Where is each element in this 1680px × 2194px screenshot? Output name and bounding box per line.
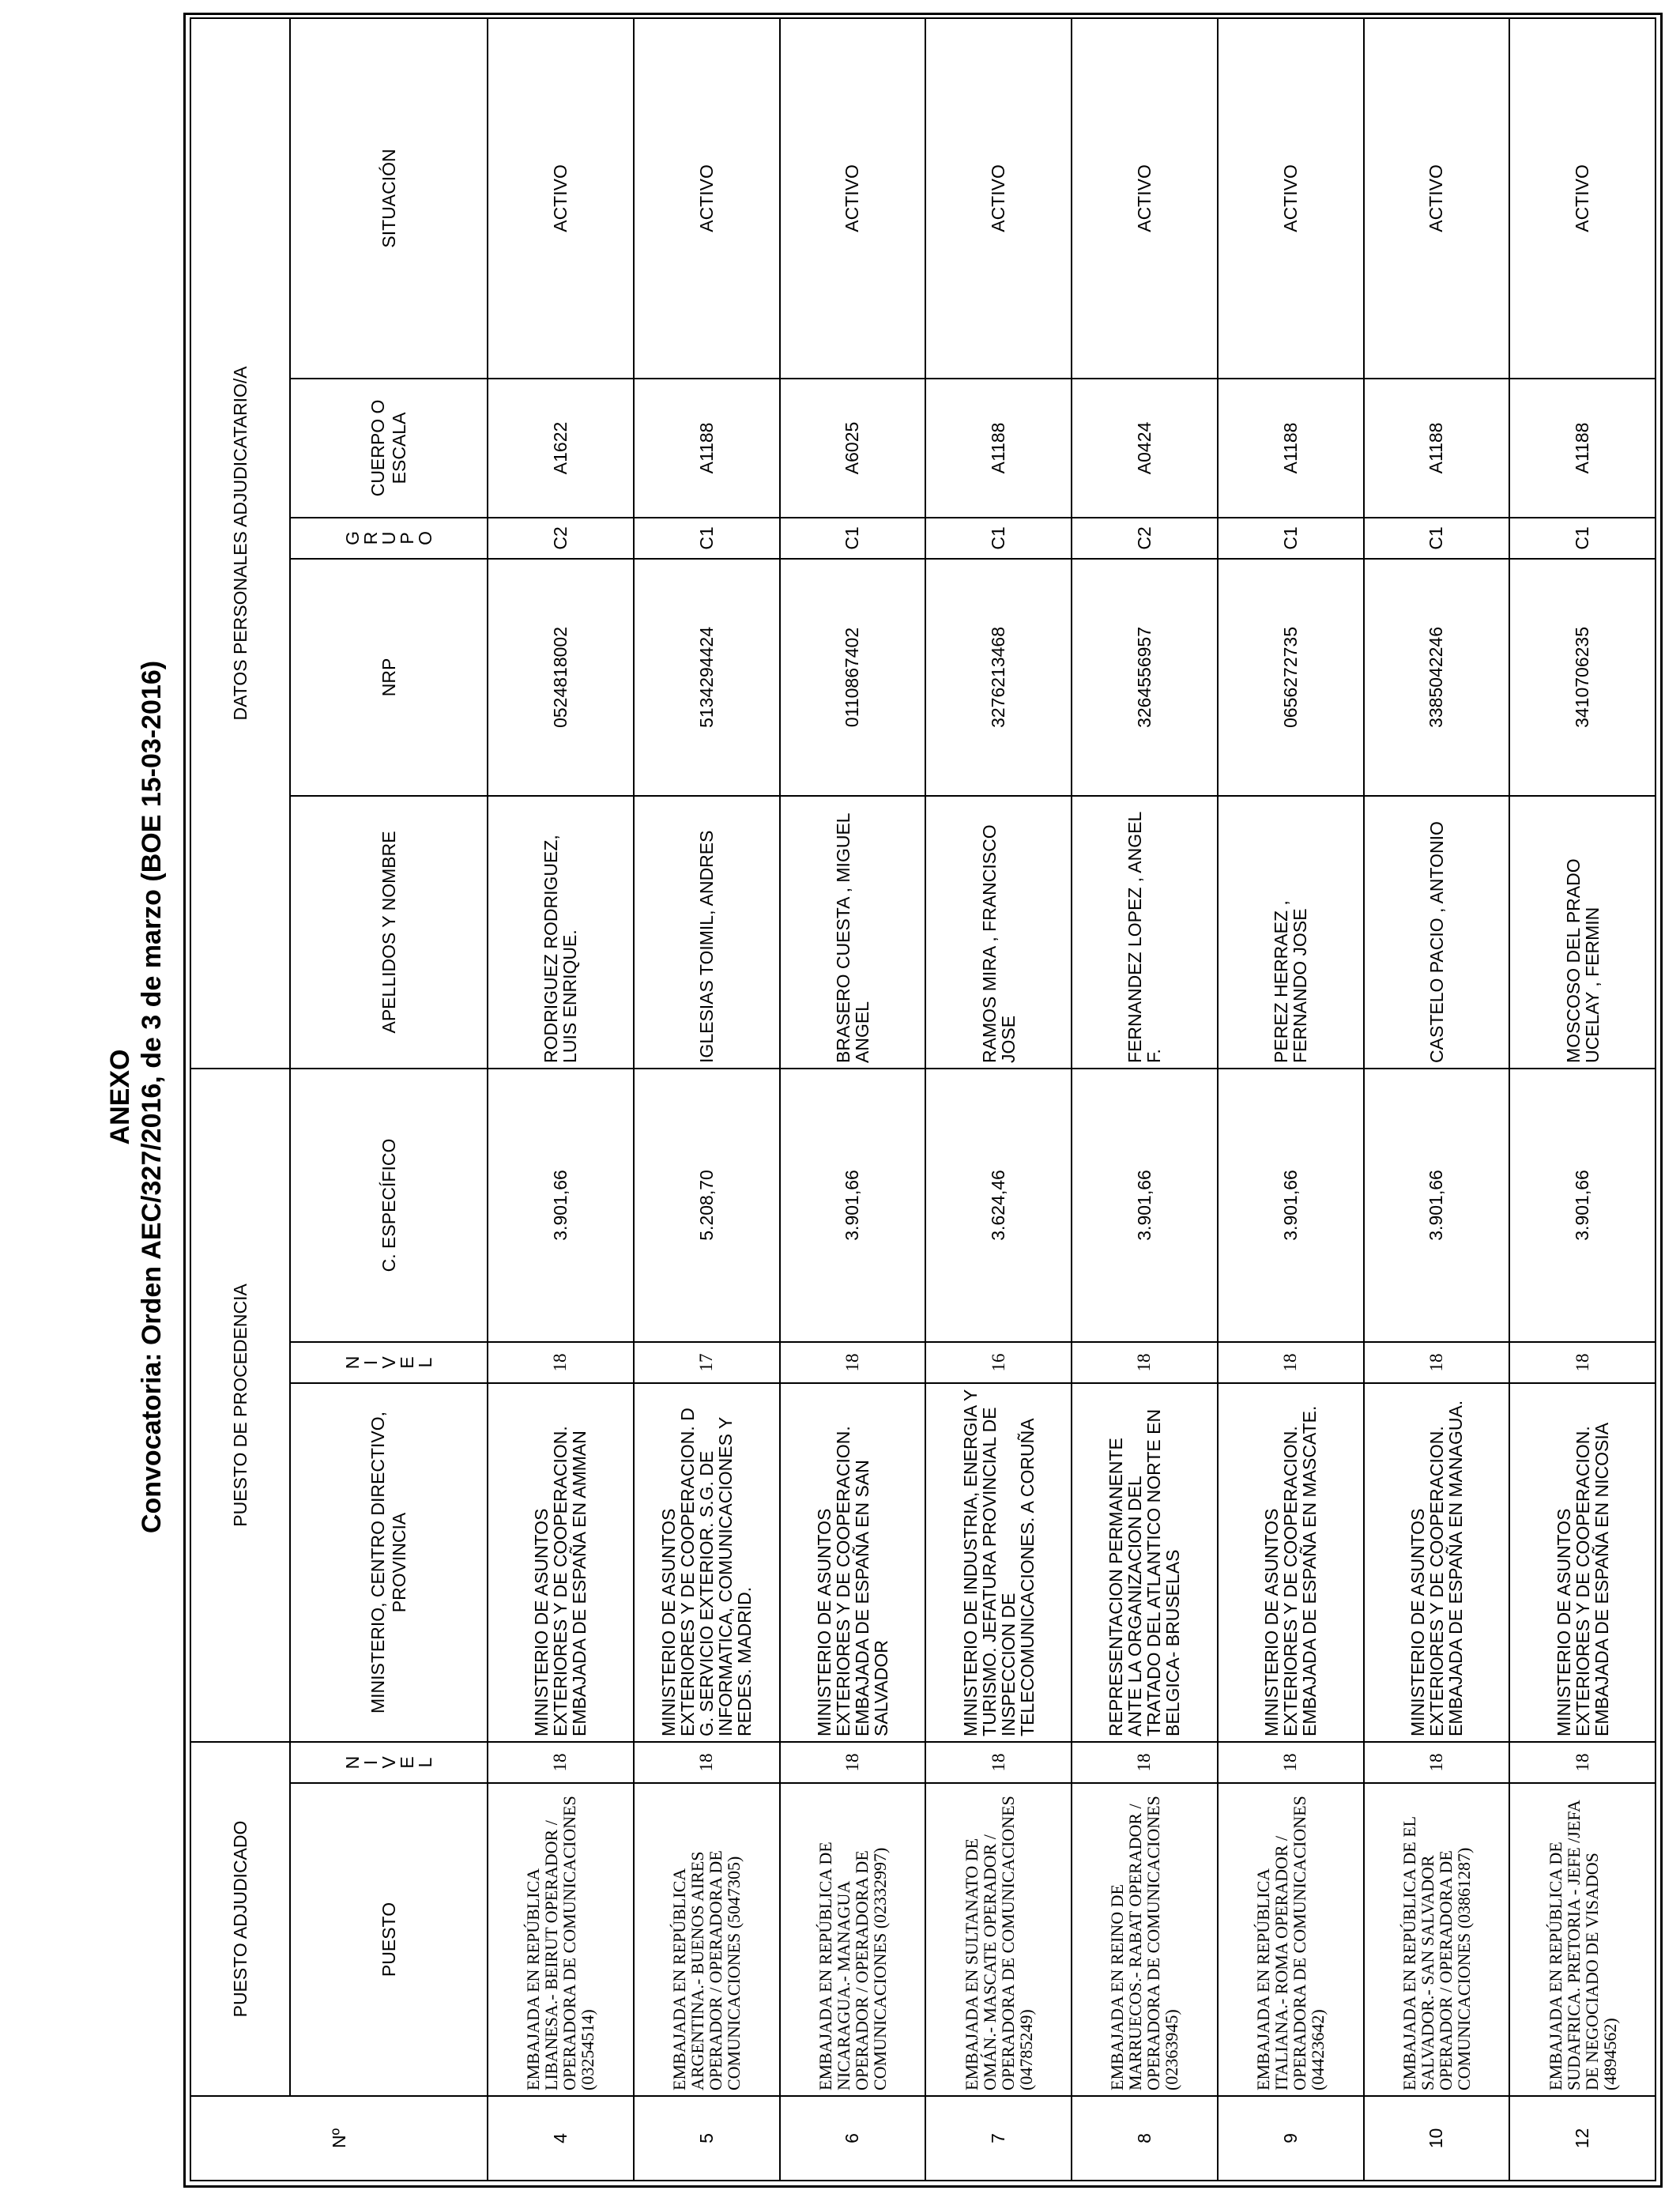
cuerpo-cell: A1188 — [634, 379, 780, 518]
nivel-cell: 18 — [1218, 1742, 1364, 1783]
header-ministerio: MINISTERIO, CENTRO DIRECTIVO, PROVINCIA — [290, 1383, 488, 1742]
ministerio-cell: MINISTERIO DE ASUNTOS EXTERIORES Y DE COOPERACION. EMBAJADA DE ESPAÑA EN MASCATE. — [1218, 1383, 1364, 1742]
nivel-procedencia-cell: 18 — [488, 1342, 634, 1383]
apellidos-cell: IGLESIAS TOIMIL, ANDRES — [634, 796, 780, 1069]
ministerio-cell: REPRESENTACION PERMANENTE ANTE LA ORGANIZACION DEL TRATADO DEL ATLANTICO NORTE EN BELGICA- BRUSELAS — [1072, 1383, 1218, 1742]
grupo-cell: C1 — [1364, 518, 1510, 559]
puesto-cell: EMBAJADA EN REPÚBLICA LIBANESA.- BEIRUT OPERADOR / OPERADORA DE COMUNICACIONES (03254514) — [488, 1783, 634, 2096]
title-block — [104, 0, 168, 2194]
puesto-cell: EMBAJADA EN REPÚBLICA ITALIANA.- ROMA OPERADOR / OPERADORA DE COMUNICACIONES (04423642) — [1218, 1783, 1364, 2096]
header-puesto-adjudicado: PUESTO ADJUDICADO — [190, 1742, 290, 2096]
row-number: 12 — [1509, 2096, 1656, 2181]
page-subtitle: Convocatoria: Orden AEC/327/2016, de 3 de marzo (BOE 15-03-2016) — [137, 660, 167, 1534]
row-number: 9 — [1218, 2096, 1364, 2181]
header-puesto: PUESTO — [290, 1783, 488, 2096]
ministerio-cell: MINISTERIO DE ASUNTOS EXTERIORES Y DE COOPERACION. EMBAJADA DE ESPAÑA EN NICOSIA — [1509, 1383, 1656, 1742]
nrp-cell: 3264556957 — [1072, 559, 1218, 796]
grupo-cell: C1 — [780, 518, 926, 559]
nrp-cell: 3410706235 — [1509, 559, 1656, 796]
table-row — [1364, 18, 1510, 2181]
header-no: Nº — [190, 2096, 488, 2181]
ministerio-cell: MINISTERIO DE ASUNTOS EXTERIORES Y DE COOPERACION. EMBAJADA DE ESPAÑA EN AMMAN — [488, 1383, 634, 1742]
cuerpo-cell: A0424 — [1072, 379, 1218, 518]
c-especifico-cell: 5.208,70 — [634, 1069, 780, 1342]
cuerpo-cell: A1622 — [488, 379, 634, 518]
row-number: 8 — [1072, 2096, 1218, 2181]
ministerio-cell: MINISTERIO DE ASUNTOS EXTERIORES Y DE COOPERACION. EMBAJADA DE ESPAÑA EN MANAGUA. — [1364, 1383, 1510, 1742]
apellidos-cell: RODRIGUEZ RODRIGUEZ, LUIS ENRIQUE. — [488, 796, 634, 1069]
situacion-cell: ACTIVO — [1364, 18, 1510, 379]
grupo-cell: C1 — [634, 518, 780, 559]
puesto-cell: EMBAJADA EN REPÚBLICA ARGENTINA.- BUENOS AIRES OPERADOR / OPERADORA DE COMUNICACIONES (5047305) — [634, 1783, 780, 2096]
situacion-cell: ACTIVO — [488, 18, 634, 379]
page-title: ANEXO — [105, 1049, 135, 1145]
c-especifico-cell: 3.901,66 — [1218, 1069, 1364, 1342]
c-especifico-cell: 3.901,66 — [1364, 1069, 1510, 1342]
situacion-cell: ACTIVO — [1218, 18, 1364, 379]
nivel-procedencia-cell: 18 — [1218, 1342, 1364, 1383]
header-nivel: N I V E L — [290, 1742, 488, 1783]
nrp-cell: 3276213468 — [925, 559, 1072, 796]
header-apellidos: APELLIDOS Y NOMBRE — [290, 796, 488, 1069]
header-nivel-procedencia: N I V E L — [290, 1342, 488, 1383]
header-cuerpo: CUERPO O ESCALA — [290, 379, 488, 518]
header-nrp: NRP — [290, 559, 488, 796]
table-body — [488, 18, 1656, 2181]
nivel-cell: 18 — [1509, 1742, 1656, 1783]
apellidos-cell: RAMOS MIRA , FRANCISCO JOSE — [925, 796, 1072, 1069]
cuerpo-cell: A1188 — [925, 379, 1072, 518]
c-especifico-cell: 3.901,66 — [780, 1069, 926, 1342]
nivel-procedencia-cell: 18 — [1072, 1342, 1218, 1383]
nrp-cell: 3385042246 — [1364, 559, 1510, 796]
c-especifico-cell: 3.901,66 — [1072, 1069, 1218, 1342]
header-datos-personales: DATOS PERSONALES ADJUDICATARIO/A — [190, 18, 290, 1069]
row-number: 6 — [780, 2096, 926, 2181]
puesto-cell: EMBAJADA EN REPÚBLICA DE SUDAFRICA. PRETORIA - JEFE /JEFA DE NEGOCIADO DE VISADOS (4894562) — [1509, 1783, 1656, 2096]
puesto-cell: EMBAJADA EN REINO DE MARRUECOS.- RABAT OPERADOR / OPERADORA DE COMUNICACIONES (02363945) — [1072, 1783, 1218, 2096]
nrp-cell: 0110867402 — [780, 559, 926, 796]
nivel-cell: 18 — [634, 1742, 780, 1783]
c-especifico-cell: 3.901,66 — [488, 1069, 634, 1342]
nrp-cell: 0656272735 — [1218, 559, 1364, 796]
situacion-cell: ACTIVO — [1509, 18, 1656, 379]
nivel-procedencia-cell: 18 — [1509, 1342, 1656, 1383]
nivel-cell: 18 — [1072, 1742, 1218, 1783]
apellidos-cell: PEREZ HERRAEZ , FERNANDO JOSE — [1218, 796, 1364, 1069]
situacion-cell: ACTIVO — [1072, 18, 1218, 379]
grupo-cell: C1 — [1218, 518, 1364, 559]
cuerpo-cell: A1188 — [1509, 379, 1656, 518]
ministerio-cell: MINISTERIO DE ASUNTOS EXTERIORES Y DE COOPERACION. EMBAJADA DE ESPAÑA EN SAN SALVADOR — [780, 1383, 926, 1742]
table-row — [1218, 18, 1364, 2181]
nivel-procedencia-cell: 17 — [634, 1342, 780, 1383]
header-grupo: G R U P O — [290, 518, 488, 559]
apellidos-cell: MOSCOSO DEL PRADO UCELAY , FERMIN — [1509, 796, 1656, 1069]
nivel-cell: 18 — [780, 1742, 926, 1783]
cuerpo-cell: A6025 — [780, 379, 926, 518]
row-number: 4 — [488, 2096, 634, 2181]
apellidos-cell: FERNANDEZ LOPEZ , ANGEL F. — [1072, 796, 1218, 1069]
assignment-table — [190, 17, 1656, 2181]
apellidos-cell: CASTELO PACIO , ANTONIO — [1364, 796, 1510, 1069]
cuerpo-cell: A1188 — [1218, 379, 1364, 518]
cuerpo-cell: A1188 — [1364, 379, 1510, 518]
ministerio-cell: MINISTERIO DE INDUSTRIA, ENERGIA Y TURISMO. JEFATURA PROVINCIAL DE INSPECCION DE TELECOMUNICACIONES. A CORUÑA — [925, 1383, 1072, 1742]
situacion-cell: ACTIVO — [925, 18, 1072, 379]
situacion-cell: ACTIVO — [780, 18, 926, 379]
nivel-cell: 18 — [925, 1742, 1072, 1783]
grupo-cell: C2 — [1072, 518, 1218, 559]
puesto-cell: EMBAJADA EN REPÚBLICA DE NICARAGUA.- MANAGUA OPERADOR / OPERADORA DE COMUNICACIONES (02332997) — [780, 1783, 926, 2096]
apellidos-cell: BRASERO CUESTA , MIGUEL ANGEL — [780, 796, 926, 1069]
table-row — [634, 18, 780, 2181]
table-row — [1072, 18, 1218, 2181]
situacion-cell: ACTIVO — [634, 18, 780, 379]
grupo-cell: C1 — [925, 518, 1072, 559]
nrp-cell: 0524818002 — [488, 559, 634, 796]
table-frame — [183, 13, 1663, 2188]
nivel-cell: 18 — [1364, 1742, 1510, 1783]
puesto-cell: EMBAJADA EN SULTANATO DE OMÁN.- MASCATE OPERADOR / OPERADORA DE COMUNICACIONES (04785249) — [925, 1783, 1072, 2096]
row-number: 5 — [634, 2096, 780, 2181]
nivel-procedencia-cell: 18 — [1364, 1342, 1510, 1383]
nivel-procedencia-cell: 16 — [925, 1342, 1072, 1383]
nivel-procedencia-cell: 18 — [780, 1342, 926, 1383]
ministerio-cell: MINISTERIO DE ASUNTOS EXTERIORES Y DE COOPERACION. D G. SERVICIO EXTERIOR. S.G. DE INFORMATICA, COMUNICACIONES Y REDES. MADRID. — [634, 1383, 780, 1742]
row-number: 10 — [1364, 2096, 1510, 2181]
c-especifico-cell: 3.624,46 — [925, 1069, 1072, 1342]
header-situacion: SITUACIÓN — [290, 18, 488, 379]
table-row — [488, 18, 634, 2181]
row-number: 7 — [925, 2096, 1072, 2181]
table-row — [925, 18, 1072, 2181]
header-c-especifico: C. ESPECÍFICO — [290, 1069, 488, 1342]
table-row — [1509, 18, 1656, 2181]
grupo-cell: C1 — [1509, 518, 1656, 559]
header-puesto-procedencia: PUESTO DE PROCEDENCIA — [190, 1069, 290, 1742]
table-row — [780, 18, 926, 2181]
c-especifico-cell: 3.901,66 — [1509, 1069, 1656, 1342]
grupo-cell: C2 — [488, 518, 634, 559]
puesto-cell: EMBAJADA EN REPÚBLICA DE EL SALVADOR.- SAN SALVADOR OPERADOR / OPERADORA DE COMUNICACIONES (03861287) — [1364, 1783, 1510, 2096]
nivel-cell: 18 — [488, 1742, 634, 1783]
nrp-cell: 5134294424 — [634, 559, 780, 796]
